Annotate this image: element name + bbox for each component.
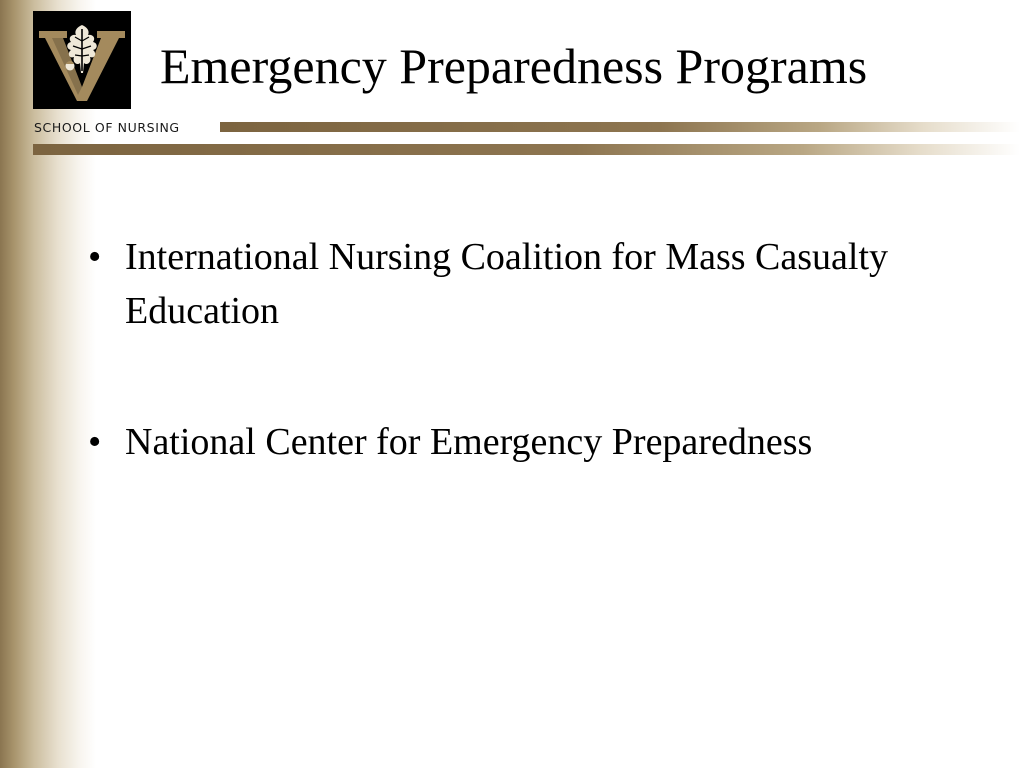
vanderbilt-logo-icon xyxy=(33,11,131,109)
bullet-text: National Center for Emergency Preparedness xyxy=(125,421,813,463)
slide-title: Emergency Preparedness Programs xyxy=(160,38,868,94)
bullet-icon: • xyxy=(88,421,102,463)
left-decorative-band xyxy=(0,0,96,768)
bullet-item xyxy=(88,415,968,469)
header-divider-bar-lower xyxy=(33,144,1020,155)
bullet-text: International Nursing Coalition for Mass Casualty Education xyxy=(125,236,889,332)
header-divider-bar-upper xyxy=(220,122,1020,132)
bullet-list xyxy=(88,230,968,546)
bullet-icon: • xyxy=(88,236,102,278)
school-of-nursing-label: SCHOOL OF NURSING xyxy=(34,120,180,135)
bullet-item xyxy=(88,230,968,338)
